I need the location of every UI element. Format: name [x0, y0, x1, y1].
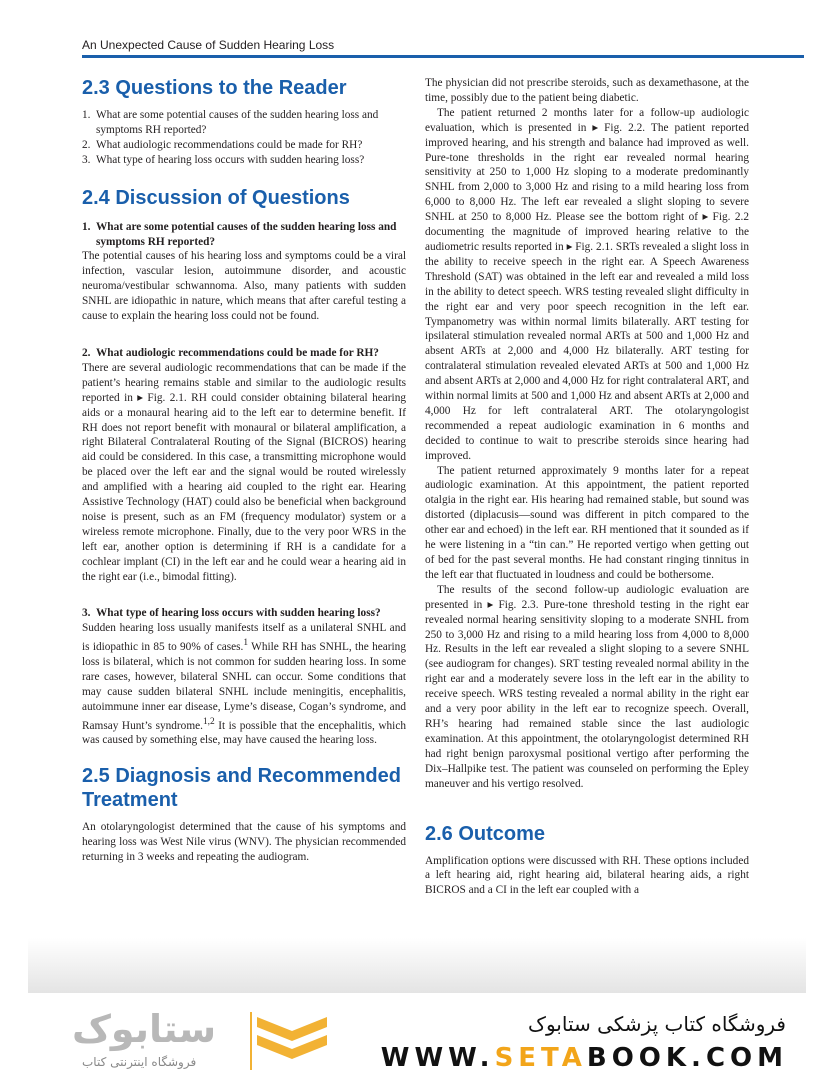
setabook-logo: [42, 1005, 342, 1075]
list-item: 3. What type of hearing loss occurs with sudden hearing loss?: [82, 153, 365, 166]
section-2-6-body: Amplification options were discussed with RH. These options included a left hearing aid, right hearing aid, bilateral hearing aids, a right BICROS and a CI in the left ear coupled with a: [425, 854, 749, 897]
section-2-5-title: 2.5 Diagnosis and Recommended Treatment: [82, 765, 401, 812]
answer-1-paragraph: The potential causes of his hearing loss and symptoms could be a viral infection, vascular lesion, autoimmune disorder, and acoustic neuroma/vestibular schwannoma. Also, many patients with sudden SNHL are idiopathic in nature, which means that after careful testing a cause to explain the hearing loss could not be found.: [82, 250, 406, 323]
running-head: An Unexpected Cause of Sudden Hearing Loss: [82, 38, 335, 52]
section-2-3-title: 2.3 Questions to the Reader: [82, 77, 347, 99]
logo-subtitle: فروشگاه اینترنتی کتاب: [82, 1055, 197, 1069]
list-item: 1. What are some potential causes of the sudden hearing loss and symptoms RH reported?: [82, 109, 379, 136]
book-chevron-icon: [247, 1009, 337, 1069]
logo-divider: [250, 1012, 252, 1070]
answer-2-paragraph: There are several audiologic recommendations that can be made if the patient’s hearing remains stable and similar to the audiologic results reported in ▸ Fig. 2.1. RH could consider obtaining bilateral hearing aids or a monaural hearing aid to the left ear to determine benefit. If RH does not report benefit with monaural or bilateral amplification, a right Bilateral Contralateral Routing of the Signal (BICROS) hearing aid could be considered. In this case, a transmitting microphone would be placed over the left ear and the signal would be routed wirelessly and amplified with a hearing aid coupled to the right ear. Hearing Assistive Technology (HAT) could also be beneficial when background noise is present, such as an FM (frequency modulator) system or a wireless remote microphone. Finally, due to the very poor WRS in the left ear, another option is determining if RH is a candidate for a cochlear implant (CI) in the left ear and he could wear a hearing aid in the right ear (i.e., bimodal fitting).: [82, 361, 406, 583]
left-column: [82, 72, 406, 865]
section-2-4-title: 2.4 Discussion of Questions: [82, 186, 350, 209]
question-3-heading: 3. What type of hearing loss occurs with sudden hearing loss?: [82, 607, 381, 620]
page-fade-overlay: [28, 938, 806, 993]
store-name: فروشگاه کتاب پزشکی ستابوک: [528, 1012, 786, 1036]
citation-superscript: 1,2: [202, 716, 215, 727]
header-rule: [82, 55, 804, 58]
question-1-heading: 1. What are some potential causes of the sudden hearing loss and symptoms RH reported?: [82, 220, 397, 248]
list-item: 2. What audiologic recommendations could be made for RH?: [82, 138, 363, 151]
citation-superscript: 1: [243, 638, 249, 649]
logo-wordmark: ستابوک: [72, 1007, 217, 1051]
right-paragraph-2: The patient returned 2 months later for a follow-up audiologic evaluation, which is presented in ▸ Fig. 2.2. The patient reported improved hearing, and his strength and balance had improved as well. Pure-tone thresholds in the right ear revealed normal hearing sensitivity at 250 to 1,000 Hz sloping to a moderate predominantly SNHL from 2,000 to 3,000 Hz and rising to a mild hearing loss from 6,000 to 8,000 Hz. The left ear revealed a slight sloping to severe SNHL at 250 to 8,000 Hz. Please see the bottom right of ▸ Fig. 2.2 documenting the magnitude of improved hearing relative to the audiometric results reported in ▸ Fig. 2.1. SRTs revealed a slight loss in the ability to receive speech in the right ear. A Speech Awareness Threshold (SAT) was obtained in the left ear and revealed a mild loss in the ability to detect speech. WRS testing revealed slight difficulty in the right ear and very poor speech recognition in the left ear. Tympanometry was within normal limits bilaterally. ART testing for ipsilateral stimulation revealed normal ARTs at 500 and 1,000 Hz and absent ARTs at 2,000 and 4,000 Hz bilaterally. ART testing for contralateral stimulation revealed elevated ARTs at 500 and 1,000 Hz and absent ARTs at 2,000 and 4,000 Hz for right contralateral ART, and within normal limits at 500 and 1,000 Hz and absent ARTs at 2,000 and 4,000 Hz for left contralateral ART. The otolaryngologist recommended a repeat audiologic examination in 6 months and decided to continue to wait to prescribe steroids since hearing had improved.: [425, 106, 749, 462]
reader-questions-list: [82, 108, 406, 168]
right-paragraph-4: The results of the second follow-up audiologic evaluation are presented in ▸ Fig. 2.3. Pure-tone threshold testing in the right ear revealed normal hearing sensitivity sloping to a moderate SNHL from 250 to 3,000 Hz and rising to a mild hearing loss from 4,000 to 8,000 Hz. Results in the left ear revealed a slight sloping to a severe SNHL (see audiogram for changes). SRT testing revealed normal ability in the right ear and a moderately severe loss in the left ear in the ability to receive speech. WRS testing revealed a normal ability in the right ear and a very poor ability in the left ear to recognize speech. Overall, RH’s hearing had remained stable since the last audiologic examination. At this appointment, the otolaryngologist determined RH had right benign paroxysmal positional vertigo after performing the Dix–Hallpike test. The patient was counseled on performing the Epley maneuver and his vertigo resolved.: [425, 583, 749, 790]
question-2-heading: 2. What audiologic recommendations could be made for RH?: [82, 346, 379, 359]
answer-3-paragraph: Sudden hearing loss usually manifests itself as a unilateral SNHL and is idiopathic in 85 to 90% of cases.$^1$ While RH has SNHL, the hearing loss is bilateral, which is not common for sudden hearing loss. In some rare cases, however, bilateral SNHL can occur. Some conditions that may cause sudden bilateral SNHL include meningitis, encephalitis, autoimmune inner ear disease, Lyme’s disease, Cogan’s syndrome, and Ramsay Hunt’s syndrome.$^{1,2}$ It is possible that the encephalitis, which was caused by something else, may have caused the hearing loss.: [82, 622, 406, 747]
section-2-5-body: An otolaryngologist determined that the cause of his symptoms and hearing loss was West Nile virus (WNV). The physician recommended returning in 3 weeks and repeating the audiogram.: [82, 821, 406, 863]
right-paragraph-3: The patient returned approximately 9 months later for a repeat audiologic examination. At this appointment, the patient reported otalgia in the right ear. His hearing had remained stable, but sound was distorted (diplacusis—sound was different in pitch compared to the other ear and echoed) in the left ear. RH mentioned that it sounded as if he were listening in a “tin can.” He reported vertigo when getting out of bed for the past several months. He had constant ringing tinnitus in the left ear that fluctuated in loudness and could be bothersome.: [425, 464, 749, 581]
right-column: [425, 76, 749, 898]
section-2-6-title: 2.6 Outcome: [425, 822, 546, 845]
right-paragraph-1: The physician did not prescribe steroids, such as dexamethasone, at the time, possibly due to the patient being diabetic.: [425, 77, 749, 104]
store-url: WWW.SETABOOK.COM: [380, 1043, 788, 1073]
